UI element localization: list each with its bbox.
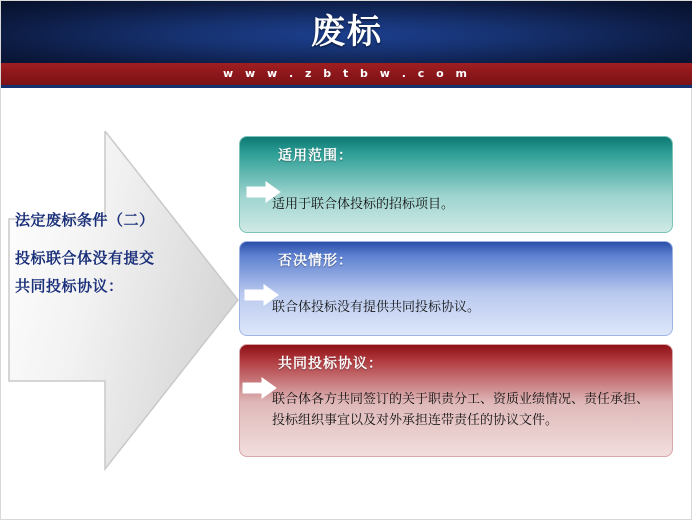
info-box-rejection [239,241,673,336]
left-label-line2: 投标联合体没有提交 [15,249,155,267]
left-chevron-arrow [7,131,239,471]
info-box-scope-body: 适用于联合体投标的招标项目。 [272,197,455,212]
header-banner [1,1,692,63]
info-box-rejection-title: 否决情形： [278,253,353,269]
info-box-agreement [239,344,673,457]
left-label-line1: 法定废标条件（二） [15,211,155,229]
info-box-scope-title: 适用范围： [278,148,353,164]
info-box-rejection-body: 联合体投标没有提供共同投标协议。 [272,300,481,315]
site-url: w w w . z b t b w . c o m [223,67,471,80]
info-box-agreement-title: 共同投标协议： [278,356,383,372]
left-label-line3: 共同投标协议： [15,277,124,295]
left-condition-label [15,206,215,300]
info-box-agreement-body: 联合体各方共同签订的关于职责分工、资质业绩情况、责任承担、投标组织事宜以及对外承担连带责任的协议文件。 [272,392,650,428]
page-title: 废标 [311,12,383,52]
header-underline [1,85,692,88]
info-box-scope [239,136,673,233]
